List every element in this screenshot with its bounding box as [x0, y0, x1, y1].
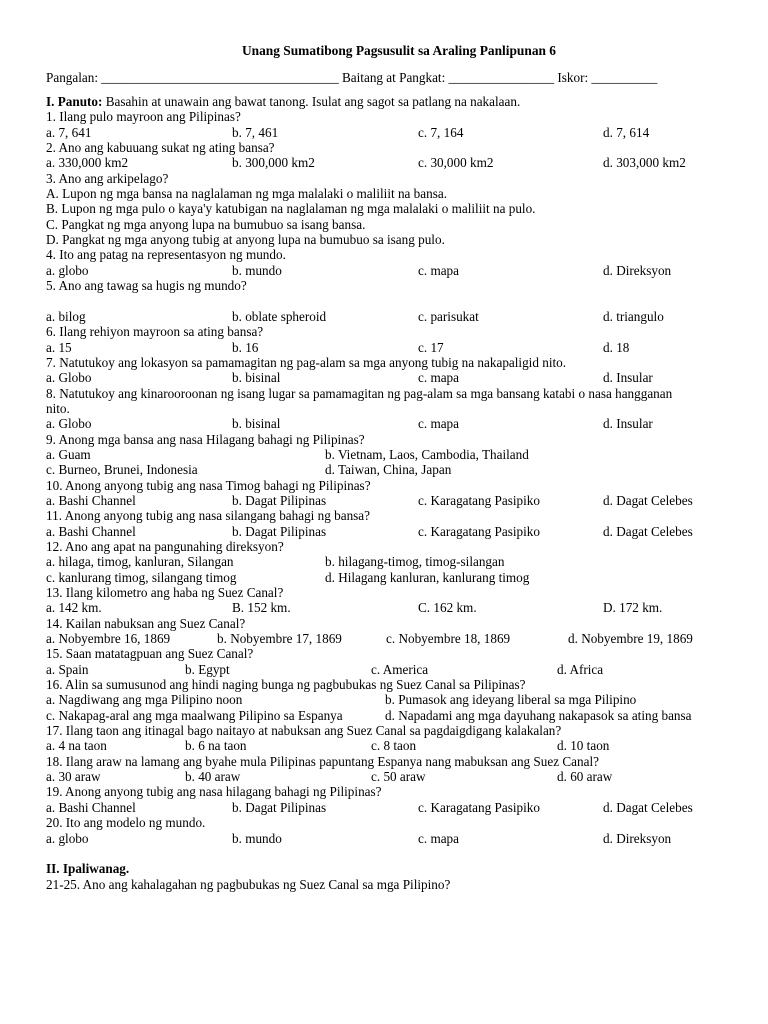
option: d. Dagat Celebes [603, 492, 693, 508]
header-fields [46, 70, 726, 86]
options-18 [46, 769, 726, 784]
option: d. 7, 614 [603, 124, 650, 140]
options-13 [46, 600, 726, 615]
option: c. mapa [418, 830, 460, 846]
option: d. Dagat Celebes [603, 799, 693, 815]
option: a. Bashi Channel [46, 492, 136, 508]
option: a. 142 km. [46, 600, 102, 616]
option: C. Pangkat ng mga anyong lupa na bumubuo sa isang bansa. [46, 216, 366, 232]
question-9: 9. Anong mga bansa ang nasa Hilagang bahagi ng Pilipinas? [46, 431, 365, 447]
question-13: 13. Ilang kilometro ang haba ng Suez Canal? [46, 585, 284, 600]
question-17: 17. Ilang taon ang itinagal bago naitayo at nabuksan ang Suez Canal sa pagdaigdigang kalakalan? [46, 723, 562, 739]
option: c. 17 [418, 339, 444, 355]
option: d. Nobyembre 19, 1869 [568, 631, 693, 647]
option: a. Guam [46, 446, 91, 462]
option: b. bisinal [232, 416, 281, 432]
instruction-text: Basahin at unawain ang bawat tanong. Isulat ang sagot sa patlang na nakalaan. [102, 94, 521, 109]
option: d. Insular [603, 370, 653, 386]
option: c. kanlurang timog, silangang timog [46, 569, 237, 585]
option: a. Nobyembre 16, 1869 [46, 631, 171, 647]
exam-title: Unang Sumatibong Pagsusulit sa Araling Panlipunan 6 [241, 43, 557, 58]
option: D. Pangkat ng mga anyong tubig at anyong lupa na bumubuo sa isang pulo. [46, 232, 445, 248]
option: c. America [371, 661, 429, 677]
option: c. 50 araw [371, 769, 426, 785]
options-7 [46, 370, 726, 385]
option: a. Nagdiwang ang mga Pilipino noon [46, 692, 243, 708]
option: d. 303,000 km2 [603, 155, 686, 171]
option: b. oblate spheroid [232, 308, 327, 324]
option: a. 30 araw [46, 769, 101, 785]
option: a. 7, 641 [46, 124, 92, 140]
section2-question: 21-25. Ano ang kahalagahan ng pagbubukas ng Suez Canal sa mga Pilipino? [46, 876, 451, 892]
option: b. 6 na taon [185, 738, 247, 754]
option: c. mapa [418, 416, 460, 432]
option: c. mapa [418, 370, 460, 386]
option: a. globo [46, 830, 89, 846]
option: b. Dagat Pilipinas [232, 523, 327, 539]
options-10 [46, 493, 726, 508]
question-8: 8. Natutukoy ang kinarooroonan ng isang lugar sa pamamagitan ng pag-alam sa mga bansang katabi o nasa hangganan [46, 385, 673, 401]
option: b. Egypt [185, 661, 230, 677]
option: b. 40 araw [185, 769, 241, 785]
options-11 [46, 524, 726, 539]
option: D. 172 km. [603, 600, 663, 616]
options-5 [46, 309, 726, 324]
options-6 [46, 340, 726, 355]
option: d. 18 [603, 339, 630, 355]
option: d. triangulo [603, 308, 664, 324]
option: a. bilog [46, 308, 86, 324]
section1-label: I. Panuto: [46, 94, 103, 109]
question-7: 7. Natutukoy ang lokasyon sa pamamagitan ng pag-alam sa mga anyong tubig na nakapaligid nito. [46, 354, 567, 370]
option: b. Dagat Pilipinas [232, 799, 327, 815]
question-2: 2. Ano ang kabuuang sukat ng ating bansa? [46, 140, 275, 156]
name-field[interactable]: Pangalan: ____________________________________ [46, 70, 339, 85]
option: a. Bashi Channel [46, 523, 136, 539]
option: d. 60 araw [557, 769, 613, 785]
option: d. Dagat Celebes [603, 523, 693, 539]
option: B. 152 km. [232, 600, 291, 616]
grade-field[interactable]: Baitang at Pangkat: ________________ [341, 70, 555, 85]
option: c. 8 taon [371, 738, 417, 754]
question-16: 16. Alin sa sumusunod ang hindi naging bunga ng pagbubukas ng Suez Canal sa Pilipinas? [46, 677, 526, 693]
options-9 [46, 447, 726, 478]
option: b. 16 [232, 339, 259, 355]
options-4 [46, 263, 726, 278]
options-17 [46, 738, 726, 753]
option: a. Bashi Channel [46, 799, 136, 815]
option: c. Karagatang Pasipiko [418, 799, 540, 815]
option: C. 162 km. [418, 600, 477, 616]
options-2 [46, 155, 726, 170]
option: d. Insular [603, 416, 653, 432]
options-8 [46, 416, 726, 431]
option: a. hilaga, timog, kanluran, Silangan [46, 554, 234, 570]
question-6: 6. Ilang rehiyon mayroon sa ating bansa? [46, 324, 264, 340]
option: B. Lupon ng mga pulo o kaya'y katubigan na naglalaman ng mga malalaki o maliliit na pulo. [46, 201, 536, 217]
option: d. Taiwan, China, Japan [325, 462, 452, 478]
option: b. Pumasok ang ideyang liberal sa mga Pilipino [385, 692, 637, 708]
option: d. Direksyon [603, 830, 672, 846]
option: a. Globo [46, 370, 92, 386]
option: d. Direksyon [603, 262, 672, 278]
options-12 [46, 554, 726, 585]
option: b. 7, 461 [232, 124, 279, 140]
option: d. Hilagang kanluran, kanlurang timog [325, 569, 530, 585]
question-10: 10. Anong anyong tubig ang nasa Timog bahagi ng Pilipinas? [46, 477, 371, 493]
option: b. hilagang-timog, timog-silangan [325, 554, 505, 570]
option: d. Africa [557, 661, 604, 677]
option: c. Karagatang Pasipiko [418, 523, 540, 539]
option: a. Spain [46, 661, 89, 677]
question-12: 12. Ano ang apat na pangunahing direksyon? [46, 538, 284, 554]
option: A. Lupon ng mga bansa na naglalaman ng mga malalaki o maliliit na bansa. [46, 186, 448, 202]
options-16 [46, 692, 726, 723]
option: c. mapa [418, 262, 460, 278]
option: a. 15 [46, 339, 72, 355]
question-8-cont: nito. [46, 400, 70, 416]
option: d. 10 taon [557, 738, 610, 754]
option: c. Nakapag-aral ang mga maalwang Pilipino sa Espanya [46, 707, 343, 723]
option: b. mundo [232, 262, 282, 278]
option: b. Dagat Pilipinas [232, 492, 327, 508]
exam-page [46, 43, 726, 892]
question-5: 5. Ano ang tawag sa hugis ng mundo? [46, 278, 247, 294]
question-4: 4. Ito ang patag na representasyon ng mundo. [46, 247, 286, 263]
question-1: 1. Ilang pulo mayroon ang Pilipinas? [46, 109, 241, 125]
option: a. 4 na taon [46, 738, 107, 754]
option: c. Karagatang Pasipiko [418, 492, 540, 508]
score-field[interactable]: Iskor: __________ [557, 70, 658, 85]
question-19: 19. Anong anyong tubig ang nasa hilagang bahagi ng Pilipinas? [46, 784, 382, 800]
options-15 [46, 662, 726, 677]
option: b. Vietnam, Laos, Cambodia, Thailand [325, 446, 529, 462]
options-14 [46, 631, 726, 646]
question-20: 20. Ito ang modelo ng mundo. [46, 815, 206, 831]
option: b. Nobyembre 17, 1869 [217, 631, 342, 647]
question-11: 11. Anong anyong tubig ang nasa silangang bahagi ng bansa? [46, 508, 371, 524]
option: c. Burneo, Brunei, Indonesia [46, 462, 198, 478]
option: b. mundo [232, 830, 282, 846]
option: b. 300,000 km2 [232, 155, 315, 171]
question-15: 15. Saan matatagpuan ang Suez Canal? [46, 646, 254, 662]
option: c. Nobyembre 18, 1869 [386, 631, 511, 647]
option: a. 330,000 km2 [46, 155, 129, 171]
options-20 [46, 831, 726, 846]
question-18: 18. Ilang araw na lamang ang byahe mula Pilipinas papuntang Espanya nang mabuksan ang Suez Canal? [46, 753, 599, 769]
option: a. Globo [46, 416, 92, 432]
option: c. 30,000 km2 [418, 155, 494, 171]
question-3: 3. Ano ang arkipelago? [46, 170, 169, 186]
question-14: 14. Kailan nabuksan ang Suez Canal? [46, 615, 246, 631]
option: c. parisukat [418, 308, 479, 324]
option: d. Napadami ang mga dayuhang nakapasok sa ating bansa [385, 707, 692, 723]
options-1 [46, 125, 726, 140]
option: a. globo [46, 262, 89, 278]
section2-label: II. Ipaliwanag. [46, 861, 130, 877]
options-19 [46, 800, 726, 815]
option: b. bisinal [232, 370, 281, 386]
option: c. 7, 164 [418, 124, 464, 140]
section1-instruction [46, 94, 726, 109]
